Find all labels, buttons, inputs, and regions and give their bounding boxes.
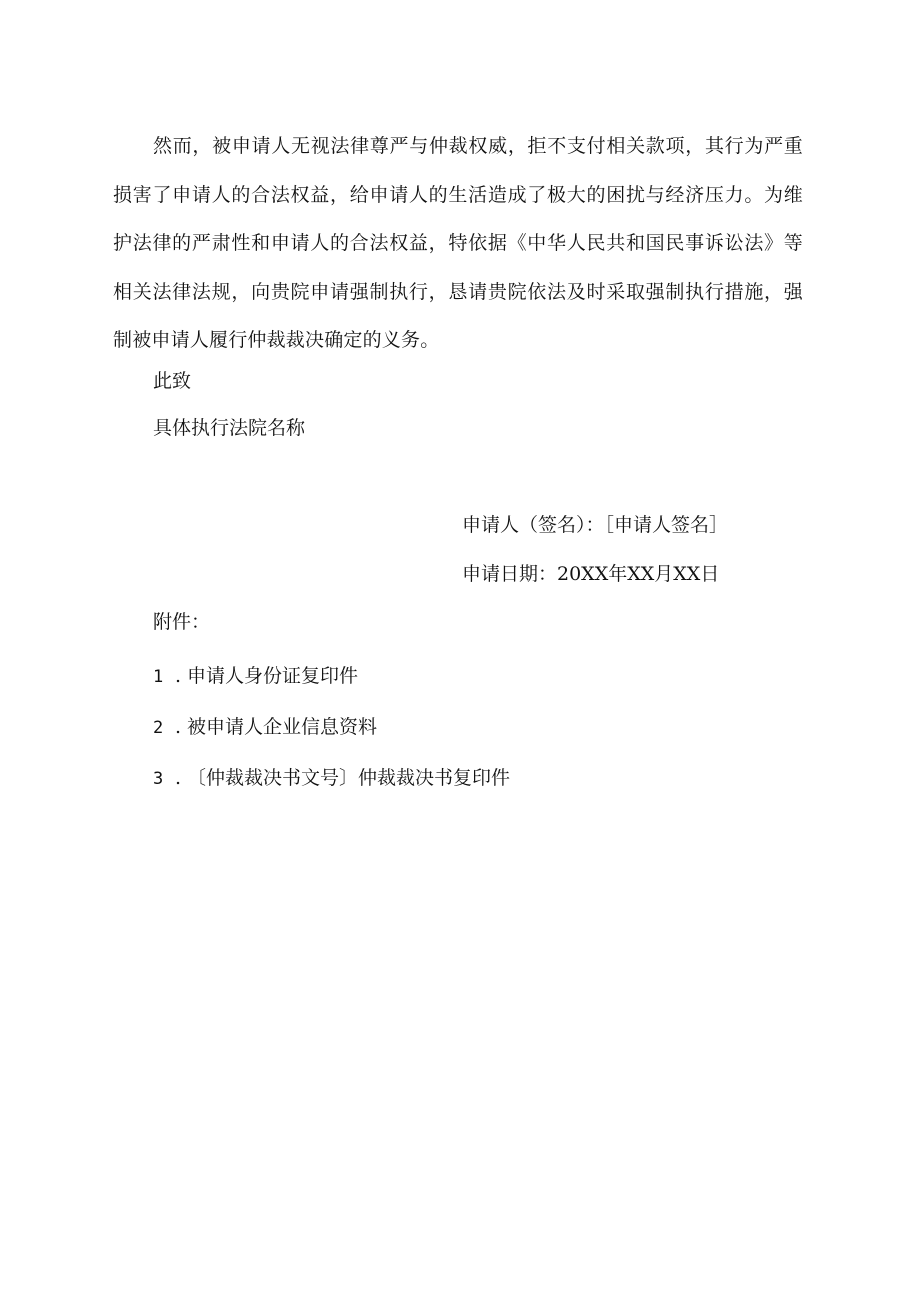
body-paragraph: 然而，被申请人无视法律尊严与仲裁权威，拒不支付相关款项，其行为严重损害了申请人的合法权益，给申请人的生活造成了极大的困扰与经济压力。为维护法律的严肃性和申请人的合法权益，特依据《中华人民共和国民事诉讼法》等相关法律法规，向贵院申请强制执行，恳请贵院依法及时采取强制执行措施，强制被申请人履行仲裁裁决确定的义务。 [113,135,803,351]
attachment-number: 3 [153,769,164,789]
attachment-item [153,763,510,794]
court-name: 具体执行法院名称 [153,417,306,439]
attachment-item [153,712,377,743]
attachment-text: 申请人身份证复印件 [187,665,359,687]
attachments-title: 附件： [153,611,211,633]
application-date: 申请日期：20XX年XX月XX日 [462,563,720,585]
attachment-separator: . [175,716,182,738]
attachment-number: 2 [153,718,164,738]
salutation: 此致 [153,370,192,392]
attachment-text: 被申请人企业信息资料 [187,716,378,738]
applicant-signature: 申请人（签名）：［申请人签名］ [462,514,729,536]
attachment-separator: . [175,767,182,789]
attachment-number: 1 [153,667,164,687]
attachment-item [153,661,358,692]
attachment-text: 〔仲裁裁决书文号〕仲裁裁决书复印件 [187,767,511,789]
attachment-separator: . [175,665,182,687]
